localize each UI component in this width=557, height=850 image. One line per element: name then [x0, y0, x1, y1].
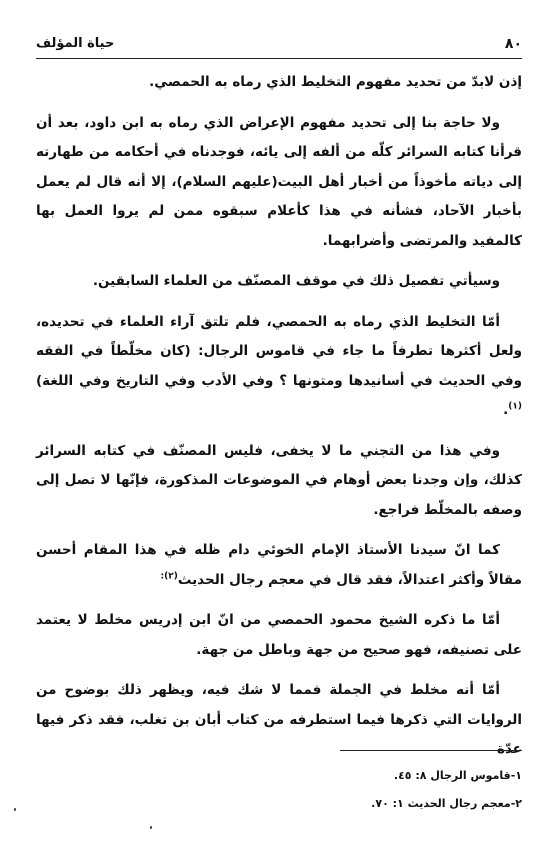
footnotes	[36, 762, 522, 818]
scan-speck	[150, 826, 152, 829]
footnote-ref-2: (٢):	[160, 571, 178, 581]
paragraph-7: أمّا ما ذكره الشيخ محمود الحمصي من انّ ابن إدريس مخلط لا يعتمد على تصنيفه، فهو صحيح من جهة وباطل من جهة.	[36, 612, 522, 658]
paragraph-1: إذن لابدّ من تحديد مفهوم التخليط الذي رماه به الحمصي.	[149, 74, 522, 90]
paragraph-3: وسيأتي تفصيل ذلك في موقف المصنّف من العلماء السابقين.	[92, 273, 500, 289]
scan-speck	[14, 808, 16, 811]
paragraph-4: أمّا التخليط الذي رماه به الحمصي، فلم تلتق آراء العلماء في تحديده، ولعل أكثرها تطرفاً ما جاء في قاموس الرجال: (كان مخلّطاً في الفقه وفي الحديث في أسانيدها ومتونها ؟ وفي الأدب وفي التاريخ وفي اللغة)$^{(١)}$.	[36, 313, 522, 418]
paragraph-5: وفي هذا من التجني ما لا يخفى، فليس المصنّف في كتابه السرائر كذلك، وإن وجدنا بعض أوهام في الموضوعات المذكورة، فإنّها لا تصل إلى وصفه بالمخلّط فراجع.	[36, 442, 522, 518]
paragraph-6	[36, 536, 522, 595]
page-number: ٨٠	[504, 36, 522, 52]
page-body	[36, 68, 522, 776]
paragraph-2: ولا حاجة بنا إلى تحديد مفهوم الإعراض الذي رماه به ابن داود، بعد أن قرأنا كتابه السرائر كلّه من ألفه إلى يائه، فوجدناه في أحكامه من طهارته إلى دياته مأخوذاً من أخبار أهل البيت(عليهم السلام)، إلا أنه قال لم يعمل بأخبار الآحاد، فشأنه في هذا كأعلام سبقوه ممن لم يروا العمل بها كالمفيد والمرتضى وأضرابهما.	[36, 114, 522, 249]
running-title: حياة المؤلف	[36, 36, 115, 51]
footnote-1: ١-قاموس الرجال ٨: ٤٥.	[393, 769, 522, 782]
paragraph-6-text: كما انّ سيدنا الأستاذ الإمام الخوئي دام ظله في هذا المقام أحسن مقالاً وأكثر اعتدالاً، فقد قال في معجم رجال الحديث	[36, 542, 522, 588]
paragraph-8: أمّا أنه مخلط في الجملة فمما لا شك فيه، ويظهر ذلك بوضوح من الروايات التي ذكرها فيما استطرفه من كتاب أبان بن تغلب، فقد ذكر فيها عدّة	[36, 682, 522, 757]
footnote-2: ٢-معجم رجال الحديث ١: ٧٠.	[371, 797, 522, 810]
running-header	[36, 36, 522, 59]
footnote-divider	[340, 750, 522, 751]
footnote-ref-1: (١)	[508, 401, 522, 412]
paragraph-4-text: أمّا التخليط الذي رماه به الحمصي، فلم تلتق آراء العلماء في تحديده، ولعل أكثرها تطرفاً ما جاء في قاموس الرجال: (كان مخلّطاً في الفقه وفي الحديث في أسانيدها ومتونها ؟ وفي الأدب وفي التاريخ وفي اللغة)	[36, 313, 522, 389]
